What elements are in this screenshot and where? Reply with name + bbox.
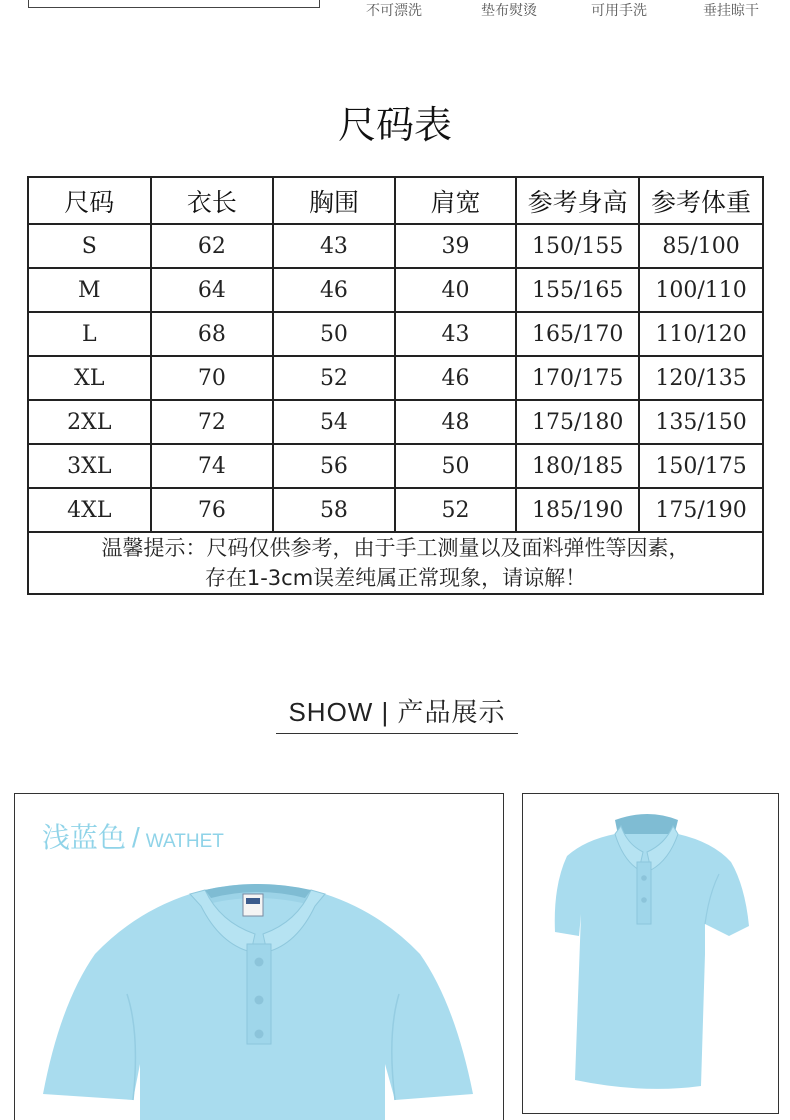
cell-size: 4XL	[28, 488, 151, 532]
header-shoulder: 肩宽	[395, 177, 517, 224]
cell-size: L	[28, 312, 151, 356]
color-slash: /	[132, 822, 140, 853]
show-title: SHOW | 产品展示	[288, 697, 506, 727]
cell-chest: 50	[273, 312, 395, 356]
top-frame-box	[28, 0, 320, 8]
table-row	[28, 444, 763, 488]
cell-length: 72	[151, 400, 274, 444]
cell-chest: 52	[273, 356, 395, 400]
cell-weight: 135/150	[639, 400, 763, 444]
cell-shoulder: 40	[395, 268, 517, 312]
cell-length: 76	[151, 488, 274, 532]
care-label-hang-dry: 垂挂晾干	[703, 3, 759, 19]
cell-size: M	[28, 268, 151, 312]
table-note-row	[28, 532, 763, 594]
table-row	[28, 312, 763, 356]
cell-size: S	[28, 224, 151, 268]
cell-height: 180/185	[516, 444, 639, 488]
table-row	[28, 268, 763, 312]
table-row	[28, 224, 763, 268]
table-row	[28, 356, 763, 400]
cell-length: 68	[151, 312, 274, 356]
cell-height: 170/175	[516, 356, 639, 400]
cell-shoulder: 52	[395, 488, 517, 532]
cell-shoulder: 39	[395, 224, 517, 268]
cell-shoulder: 46	[395, 356, 517, 400]
cell-shoulder: 43	[395, 312, 517, 356]
size-chart-title: 尺码表	[337, 103, 452, 147]
cell-length: 74	[151, 444, 274, 488]
header-chest: 胸围	[273, 177, 395, 224]
header-weight: 参考体重	[639, 177, 763, 224]
size-chart-table	[27, 176, 764, 595]
cell-weight: 175/190	[639, 488, 763, 532]
cell-chest: 54	[273, 400, 395, 444]
care-label-hand-wash: 可用手洗	[591, 3, 647, 19]
cell-shoulder: 50	[395, 444, 517, 488]
size-note	[28, 532, 763, 594]
product-side-panel	[522, 793, 779, 1114]
cell-weight: 120/135	[639, 356, 763, 400]
table-row	[28, 488, 763, 532]
cell-length: 64	[151, 268, 274, 312]
cell-weight: 150/175	[639, 444, 763, 488]
show-section-heading	[276, 692, 518, 734]
care-label-iron-with-cloth: 垫布熨烫	[481, 3, 537, 19]
size-note-line-1: 温馨提示：尺码仅供参考，由于手工测量以及面料弹性等因素，	[101, 536, 690, 560]
cell-weight: 85/100	[639, 224, 763, 268]
cell-weight: 100/110	[639, 268, 763, 312]
cell-weight: 110/120	[639, 312, 763, 356]
size-note-line-2: 存在1-3cm误差纯属正常现象，请谅解！	[204, 566, 587, 590]
cell-length: 70	[151, 356, 274, 400]
cell-chest: 46	[273, 268, 395, 312]
cell-chest: 43	[273, 224, 395, 268]
product-main-panel	[14, 793, 504, 1120]
cell-size: 2XL	[28, 400, 151, 444]
cell-chest: 56	[273, 444, 395, 488]
header-size: 尺码	[28, 177, 151, 224]
table-header-row	[28, 177, 763, 224]
cell-length: 62	[151, 224, 274, 268]
cell-height: 155/165	[516, 268, 639, 312]
header-height: 参考身高	[516, 177, 639, 224]
color-name-en: WATHET	[145, 831, 224, 852]
cell-size: 3XL	[28, 444, 151, 488]
cell-height: 175/180	[516, 400, 639, 444]
cell-size: XL	[28, 356, 151, 400]
cell-height: 150/155	[516, 224, 639, 268]
polo-shirt-angled-image	[523, 794, 779, 1114]
cell-height: 185/190	[516, 488, 639, 532]
cell-chest: 58	[273, 488, 395, 532]
table-row	[28, 400, 763, 444]
color-name-cn: 浅蓝色	[42, 821, 127, 854]
header-length: 衣长	[151, 177, 274, 224]
cell-height: 165/170	[516, 312, 639, 356]
cell-shoulder: 48	[395, 400, 517, 444]
polo-shirt-front-closeup-image	[15, 794, 504, 1120]
care-label-no-bleach: 不可漂洗	[366, 3, 422, 19]
